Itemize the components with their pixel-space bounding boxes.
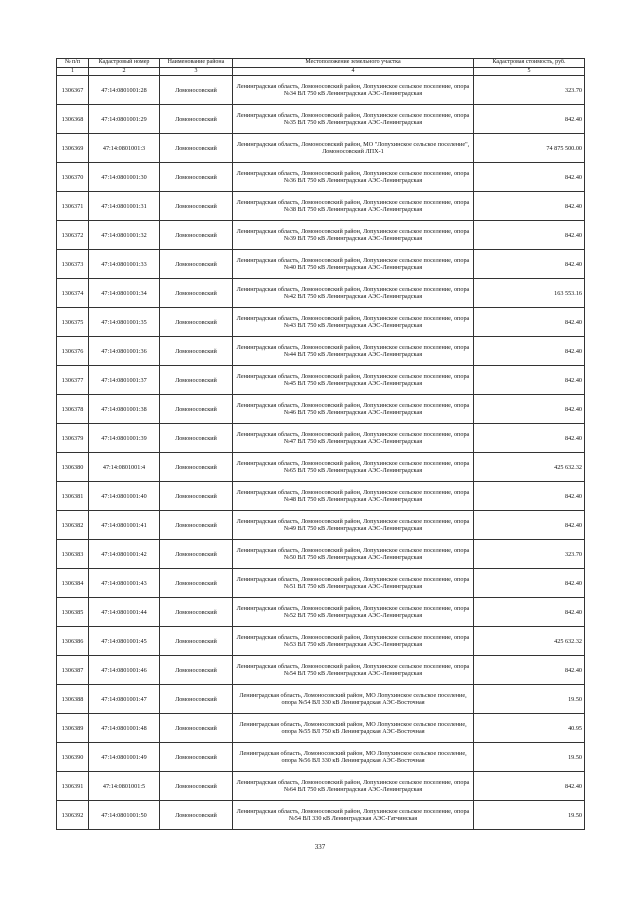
table-row [57, 250, 585, 279]
district-cell: Ломоносовский [160, 482, 233, 511]
district-cell: Ломоносовский [160, 250, 233, 279]
cadastral-value-cell: 74 875 500.00 [474, 134, 585, 163]
cadastral-value-cell: 425 632.32 [474, 627, 585, 656]
location-cell: Ленинградская область, Ломоносовский район, Лопухинское сельское поселение, опора №64 ВЛ 750 кВ Ленинградская АЭС-Ленинградская [233, 772, 474, 801]
table-row [57, 511, 585, 540]
district-cell: Ломоносовский [160, 337, 233, 366]
row-index-cell: 1306388 [57, 685, 89, 714]
cadastral-number-cell: 47:14:0801001:3 [89, 134, 160, 163]
location-cell: Ленинградская область, Ломоносовский район, Лопухинское сельское поселение, опора №34 ВЛ 750 кВ Ленинградская АЭС-Ленинградская [233, 76, 474, 105]
cadastral-number-cell: 47:14:0801001:35 [89, 308, 160, 337]
district-cell: Ломоносовский [160, 569, 233, 598]
cadastral-number-cell: 47:14:0801001:42 [89, 540, 160, 569]
table-row [57, 76, 585, 105]
location-cell: Ленинградская область, Ломоносовский район, Лопухинское сельское поселение, опора №40 ВЛ 750 кВ Ленинградская АЭС-Ленинградская [233, 250, 474, 279]
row-index-cell: 1306370 [57, 163, 89, 192]
cadastral-value-cell: 842.40 [474, 221, 585, 250]
table-row [57, 337, 585, 366]
table-body [57, 76, 585, 830]
location-cell: Ленинградская область, Ломоносовский район, Лопухинское сельское поселение, опора №54 ВЛ 330 кВ Ленинградская АЭС-Гатчинская [233, 801, 474, 830]
row-index-cell: 1306372 [57, 221, 89, 250]
table-row [57, 801, 585, 830]
table-row [57, 192, 585, 221]
header-row [57, 59, 585, 68]
cadastral-value-cell: 842.40 [474, 424, 585, 453]
cadastral-value-cell: 323.70 [474, 540, 585, 569]
cadastral-number-cell: 47:14:0801001:28 [89, 76, 160, 105]
table-row [57, 163, 585, 192]
cadastral-number-cell: 47:14:0801001:33 [89, 250, 160, 279]
row-index-cell: 1306390 [57, 743, 89, 772]
cadastral-value-cell: 842.40 [474, 337, 585, 366]
header-cell-index: № п/п [57, 59, 89, 68]
cadastral-value-cell: 842.40 [474, 656, 585, 685]
row-index-cell: 1306376 [57, 337, 89, 366]
cadastral-value-cell: 19.50 [474, 685, 585, 714]
location-cell: Ленинградская область, Ломоносовский район, Лопухинское сельское поселение, опора №51 ВЛ 750 кВ Ленинградская АЭС-Ленинградская [233, 569, 474, 598]
district-cell: Ломоносовский [160, 540, 233, 569]
row-index-cell: 1306369 [57, 134, 89, 163]
cadastral-number-cell: 47:14:0801001:46 [89, 656, 160, 685]
row-index-cell: 1306386 [57, 627, 89, 656]
location-cell: Ленинградская область, Ломоносовский район, Лопухинское сельское поселение, опора №53 ВЛ 750 кВ Ленинградская АЭС-Ленинградская [233, 627, 474, 656]
location-cell: Ленинградская область, Ломоносовский район, МО Лопухинское сельское поселение, опора №55 ВЛ 750 кВ Ленинградская АЭС-Восточная [233, 714, 474, 743]
row-index-cell: 1306389 [57, 714, 89, 743]
cadastral-value-cell: 842.40 [474, 105, 585, 134]
location-cell: Ленинградская область, Ломоносовский район, Лопухинское сельское поселение, опора №43 ВЛ 750 кВ Ленинградская АЭС-Ленинградская [233, 308, 474, 337]
location-cell: Ленинградская область, Ломоносовский район, Лопухинское сельское поселение, опора №38 ВЛ 750 кВ Ленинградская АЭС-Ленинградская [233, 192, 474, 221]
cadastral-value-cell: 842.40 [474, 163, 585, 192]
cadastral-value-cell: 842.40 [474, 772, 585, 801]
cadastral-number-cell: 47:14:0801001:36 [89, 337, 160, 366]
district-cell: Ломоносовский [160, 685, 233, 714]
district-cell: Ломоносовский [160, 192, 233, 221]
row-index-cell: 1306382 [57, 511, 89, 540]
table-row [57, 221, 585, 250]
location-cell: Ленинградская область, Ломоносовский район, МО Лопухинское сельское поселение, опора №56 ВЛ 330 кВ Ленинградская АЭС-Восточная [233, 743, 474, 772]
row-index-cell: 1306368 [57, 105, 89, 134]
location-cell: Ленинградская область, Ломоносовский район, Лопухинское сельское поселение, опора №48 ВЛ 750 кВ Ленинградская АЭС-Ленинградская [233, 482, 474, 511]
row-index-cell: 1306377 [57, 366, 89, 395]
cadastral-value-cell: 842.40 [474, 569, 585, 598]
district-cell: Ломоносовский [160, 163, 233, 192]
table-row [57, 105, 585, 134]
page-number: 337 [314, 843, 326, 851]
location-cell: Ленинградская область, Ломоносовский район, Лопухинское сельское поселение, опора №35 ВЛ 750 кВ Ленинградская АЭС-Ленинградская [233, 105, 474, 134]
cadastral-value-cell: 842.40 [474, 482, 585, 511]
row-index-cell: 1306373 [57, 250, 89, 279]
district-cell: Ломоносовский [160, 656, 233, 685]
cadastral-number-cell: 47:14:0801001:5 [89, 772, 160, 801]
district-cell: Ломоносовский [160, 743, 233, 772]
cadastral-value-cell: 323.70 [474, 76, 585, 105]
location-cell: Ленинградская область, Ломоносовский район, Лопухинское сельское поселение, опора №54 ВЛ 750 кВ Ленинградская АЭС-Ленинградская [233, 656, 474, 685]
table-row [57, 540, 585, 569]
district-cell: Ломоносовский [160, 772, 233, 801]
cadastral-value-cell: 163 553.16 [474, 279, 585, 308]
cadastral-number-cell: 47:14:0801001:38 [89, 395, 160, 424]
district-cell: Ломоносовский [160, 598, 233, 627]
table-row [57, 482, 585, 511]
location-cell: Ленинградская область, Ломоносовский район, Лопухинское сельское поселение, опора №47 ВЛ 750 кВ Ленинградская АЭС-Ленинградская [233, 424, 474, 453]
cadastral-number-cell: 47:14:0801001:49 [89, 743, 160, 772]
column-number: 5 [474, 68, 585, 76]
district-cell: Ломоносовский [160, 453, 233, 482]
district-cell: Ломоносовский [160, 511, 233, 540]
cadastral-number-cell: 47:14:0801001:41 [89, 511, 160, 540]
header-cell-district: Наименование района [160, 59, 233, 68]
district-cell: Ломоносовский [160, 424, 233, 453]
cadastral-number-cell: 47:14:0801001:48 [89, 714, 160, 743]
district-cell: Ломоносовский [160, 308, 233, 337]
row-index-cell: 1306378 [57, 395, 89, 424]
location-cell: Ленинградская область, Ломоносовский район, МО "Лопухинское сельское поселение", Ломоносовский ЛПХ-1 [233, 134, 474, 163]
district-cell: Ломоносовский [160, 221, 233, 250]
cadastral-number-cell: 47:14:0801001:43 [89, 569, 160, 598]
table-row [57, 395, 585, 424]
cadastral-number-cell: 47:14:0801001:32 [89, 221, 160, 250]
location-cell: Ленинградская область, Ломоносовский район, Лопухинское сельское поселение, опора №46 ВЛ 750 кВ Ленинградская АЭС-Ленинградская [233, 395, 474, 424]
table-row [57, 598, 585, 627]
cadastral-value-cell: 842.40 [474, 395, 585, 424]
district-cell: Ломоносовский [160, 714, 233, 743]
district-cell: Ломоносовский [160, 134, 233, 163]
table-row [57, 656, 585, 685]
cadastral-number-cell: 47:14:0801001:34 [89, 279, 160, 308]
table-row [57, 627, 585, 656]
table-row [57, 569, 585, 598]
location-cell: Ленинградская область, Ломоносовский район, Лопухинское сельское поселение, опора №44 ВЛ 750 кВ Ленинградская АЭС-Ленинградская [233, 337, 474, 366]
cadastral-number-cell: 47:14:0801001:30 [89, 163, 160, 192]
cadastral-number-cell: 47:14:0801001:50 [89, 801, 160, 830]
row-index-cell: 1306391 [57, 772, 89, 801]
location-cell: Ленинградская область, Ломоносовский район, Лопухинское сельское поселение, опора №52 ВЛ 750 кВ Ленинградская АЭС-Ленинградская [233, 598, 474, 627]
table-row [57, 714, 585, 743]
cadastral-value-cell: 842.40 [474, 308, 585, 337]
cadastral-value-cell: 842.40 [474, 192, 585, 221]
cadastral-value-cell: 425 632.32 [474, 453, 585, 482]
row-index-cell: 1306385 [57, 598, 89, 627]
row-index-cell: 1306367 [57, 76, 89, 105]
district-cell: Ломоносовский [160, 279, 233, 308]
cadastral-number-cell: 47:14:0801001:47 [89, 685, 160, 714]
location-cell: Ленинградская область, Ломоносовский район, МО Лопухинское сельское поселение, опора №54 ВЛ 330 кВ Ленинградская АЭС-Восточная [233, 685, 474, 714]
district-cell: Ломоносовский [160, 801, 233, 830]
table-row [57, 279, 585, 308]
row-index-cell: 1306392 [57, 801, 89, 830]
cadastral-number-cell: 47:14:0801001:44 [89, 598, 160, 627]
location-cell: Ленинградская область, Ломоносовский район, Лопухинское сельское поселение, опора №39 ВЛ 750 кВ Ленинградская АЭС-Ленинградская [233, 221, 474, 250]
column-number: 1 [57, 68, 89, 76]
header-cell-value: Кадастровая стоимость, руб. [474, 59, 585, 68]
table-row [57, 453, 585, 482]
cadastral-value-cell: 842.40 [474, 511, 585, 540]
district-cell: Ломоносовский [160, 627, 233, 656]
cadastral-number-cell: 47:14:0801001:39 [89, 424, 160, 453]
table-row [57, 685, 585, 714]
row-index-cell: 1306371 [57, 192, 89, 221]
cadastral-number-cell: 47:14:0801001:29 [89, 105, 160, 134]
cadastral-value-cell: 842.40 [474, 366, 585, 395]
cadastral-table [56, 58, 585, 830]
cadastral-value-cell: 842.40 [474, 250, 585, 279]
table-row [57, 772, 585, 801]
district-cell: Ломоносовский [160, 105, 233, 134]
table-row [57, 366, 585, 395]
cadastral-number-cell: 47:14:0801001:40 [89, 482, 160, 511]
row-index-cell: 1306387 [57, 656, 89, 685]
location-cell: Ленинградская область, Ломоносовский район, Лопухинское сельское поселение, опора №45 ВЛ 750 кВ Ленинградская АЭС-Ленинградская [233, 366, 474, 395]
location-cell: Ленинградская область, Ломоносовский район, Лопухинское сельское поселение, опора №36 ВЛ 750 кВ Ленинградская АЭС-Ленинградская [233, 163, 474, 192]
table-row [57, 134, 585, 163]
location-cell: Ленинградская область, Ломоносовский район, Лопухинское сельское поселение, опора №49 ВЛ 750 кВ Ленинградская АЭС-Ленинградская [233, 511, 474, 540]
district-cell: Ломоносовский [160, 76, 233, 105]
row-index-cell: 1306381 [57, 482, 89, 511]
row-index-cell: 1306379 [57, 424, 89, 453]
location-cell: Ленинградская область, Ломоносовский район, Лопухинское сельское поселение, опора №65 ВЛ 750 кВ Ленинградская АЭС-Ленинградская [233, 453, 474, 482]
row-index-cell: 1306375 [57, 308, 89, 337]
cadastral-number-cell: 47:14:0801001:45 [89, 627, 160, 656]
header-cell-cadastral-number: Кадастровый номер [89, 59, 160, 68]
header-cell-location: Местоположение земельного участка [233, 59, 474, 68]
district-cell: Ломоносовский [160, 395, 233, 424]
row-index-cell: 1306383 [57, 540, 89, 569]
column-number-row [57, 68, 585, 76]
cadastral-value-cell: 40.95 [474, 714, 585, 743]
location-cell: Ленинградская область, Ломоносовский район, Лопухинское сельское поселение, опора №42 ВЛ 750 кВ Ленинградская АЭС-Ленинградская [233, 279, 474, 308]
column-number: 3 [160, 68, 233, 76]
table-row [57, 743, 585, 772]
cadastral-number-cell: 47:14:0801001:4 [89, 453, 160, 482]
district-cell: Ломоносовский [160, 366, 233, 395]
row-index-cell: 1306374 [57, 279, 89, 308]
table-row [57, 424, 585, 453]
cadastral-number-cell: 47:14:0801001:31 [89, 192, 160, 221]
cadastral-value-cell: 19.50 [474, 801, 585, 830]
row-index-cell: 1306384 [57, 569, 89, 598]
column-number: 4 [233, 68, 474, 76]
cadastral-value-cell: 842.40 [474, 598, 585, 627]
cadastral-value-cell: 19.50 [474, 743, 585, 772]
row-index-cell: 1306380 [57, 453, 89, 482]
table-row [57, 308, 585, 337]
location-cell: Ленинградская область, Ломоносовский район, Лопухинское сельское поселение, опора №50 ВЛ 750 кВ Ленинградская АЭС-Ленинградская [233, 540, 474, 569]
cadastral-number-cell: 47:14:0801001:37 [89, 366, 160, 395]
column-number: 2 [89, 68, 160, 76]
